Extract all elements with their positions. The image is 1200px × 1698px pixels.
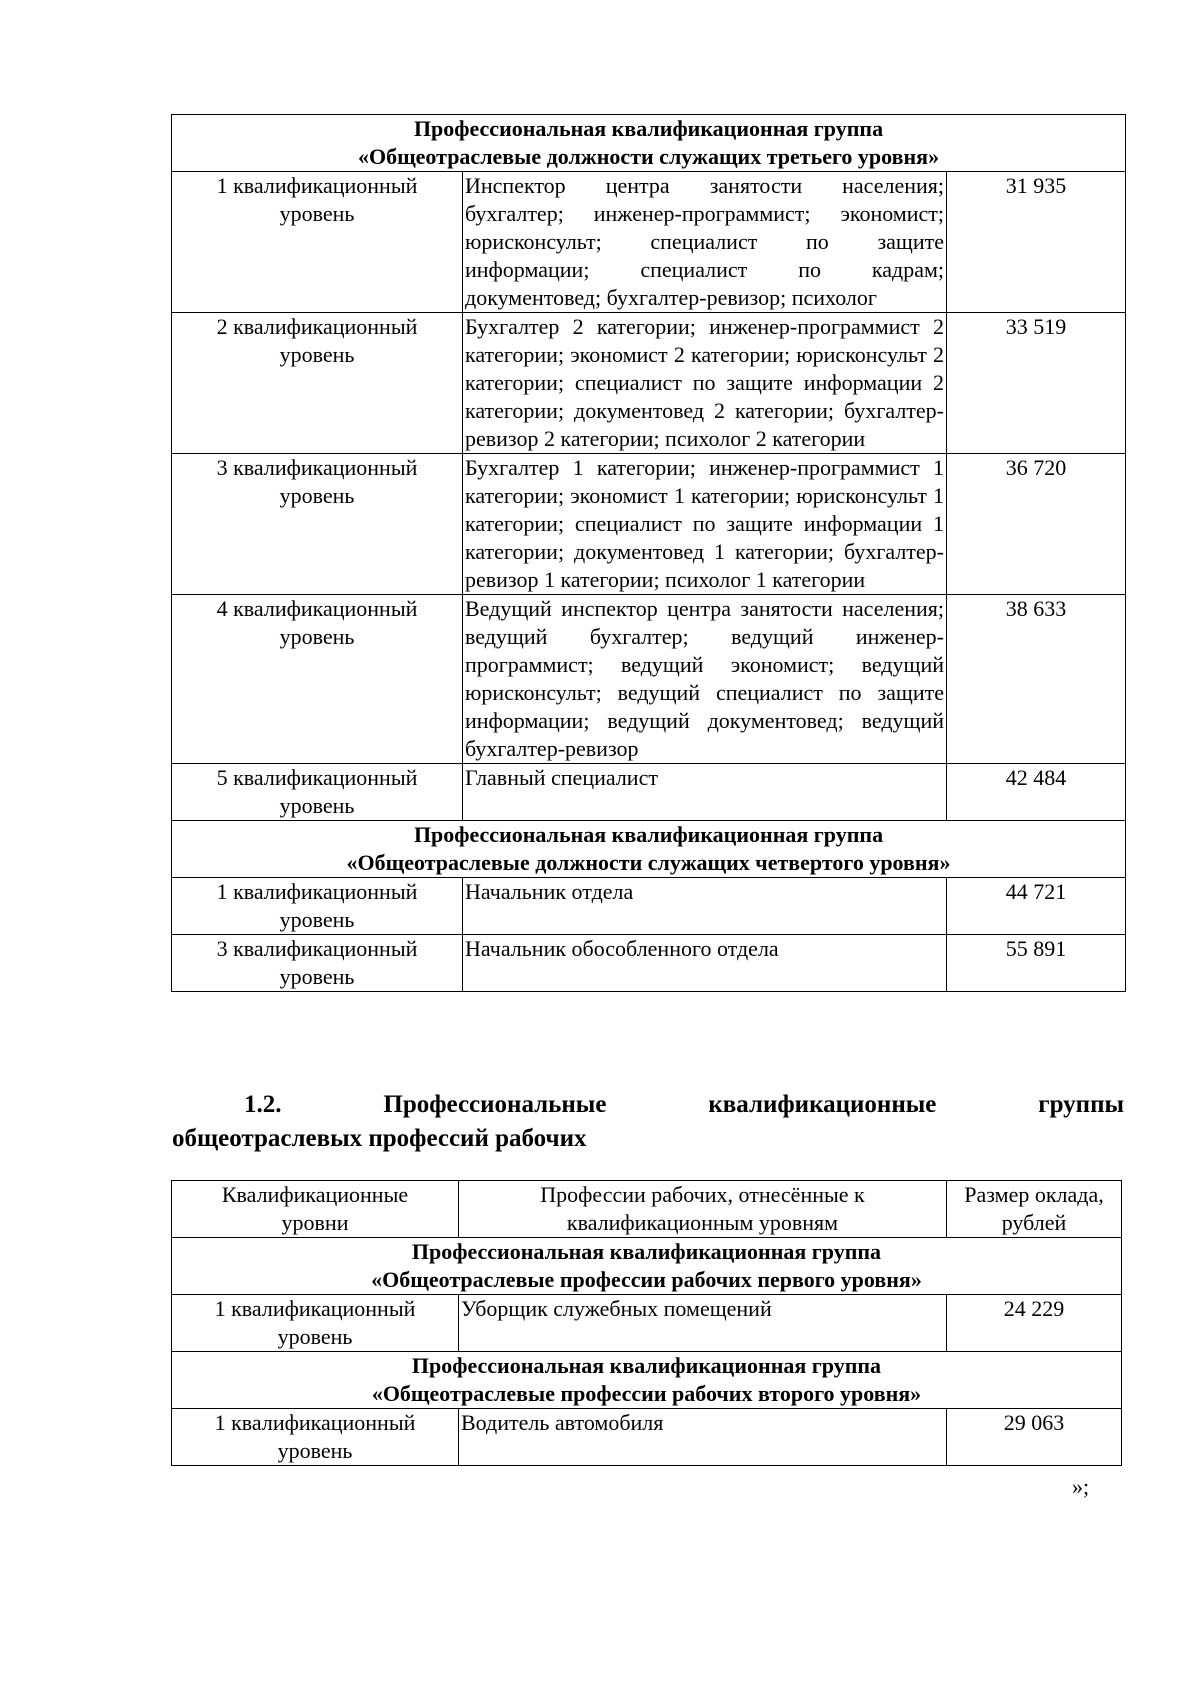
header-text: рублей [1001,1210,1067,1235]
level-cell [172,1295,459,1352]
level-label-suffix: уровень [279,624,355,649]
section-heading [172,1088,1124,1156]
group-header-row [172,1352,1122,1409]
level-cell [172,764,463,821]
table-row [172,878,1126,935]
positions-cell: Начальник отдела [463,878,947,935]
level-label: 1 квалификационный [214,1410,416,1435]
salary-cell: 33 519 [947,313,1126,454]
level-label-suffix: уровень [279,907,355,932]
table-row [172,313,1126,454]
level-label-suffix: уровень [279,201,355,226]
group-name: «Общеотраслевые должности служащих четвертого уровня» [346,850,951,875]
level-label: 1 квалификационный [214,1296,416,1321]
group-header [172,821,1126,878]
positions-cell: Бухгалтер 2 категории; инженер-программист 2 категории; экономист 2 категории; юрисконсульт 2 категории; специалист по защите информации 2 категории; документовед 2 категории; бухгалтер-ревизор 2 категории; психолог 2 категории [463,313,947,454]
table-row [172,1295,1122,1352]
table-header-row [172,1181,1122,1238]
positions-cell: Главный специалист [463,764,947,821]
group-header-row [172,821,1126,878]
salary-cell: 36 720 [947,454,1126,595]
group-name: «Общеотраслевые профессии рабочих первого уровня» [371,1267,922,1292]
salary-cell: 24 229 [947,1295,1122,1352]
section-heading-word: квалификационные [708,1091,937,1118]
section-heading-line2: общеотраслевых профессий рабочих [172,1125,587,1152]
level-label-suffix: уровень [279,483,355,508]
salary-cell: 55 891 [947,935,1126,992]
level-cell [172,595,463,764]
header-text: Квалификационные [221,1182,409,1207]
header-text: уровни [281,1210,349,1235]
salary-cell: 42 484 [947,764,1126,821]
level-label: 3 квалификационный [216,455,418,480]
header-text: Размер оклада, [964,1182,1104,1207]
group-header [172,1352,1122,1409]
table-row [172,454,1126,595]
group-header-row [172,115,1126,172]
table-row [172,1409,1122,1466]
group-header [172,115,1126,172]
header-text: Профессии рабочих, отнесённые к [540,1182,865,1207]
level-label-suffix: уровень [277,1324,353,1349]
level-label-suffix: уровень [279,793,355,818]
level-cell [172,172,463,313]
table-row [172,172,1126,313]
level-cell [172,313,463,454]
section-heading-word: Профессиональные [383,1091,607,1118]
level-label-suffix: уровень [277,1438,353,1463]
salary-cell: 44 721 [947,878,1126,935]
level-label: 2 квалификационный [216,314,418,339]
positions-cell: Водитель автомобиля [459,1409,947,1466]
level-cell [172,454,463,595]
section-heading-word: группы [1038,1091,1124,1118]
column-header-professions [459,1181,947,1238]
header-text: квалификационным уровням [566,1210,839,1235]
column-header-levels [172,1181,459,1238]
positions-cell: Бухгалтер 1 категории; инженер-программист 1 категории; экономист 1 категории; юрисконсульт 1 категории; специалист по защите информации 1 категории; документовед 1 категории; бухгалтер-ревизор 1 категории; психолог 1 категории [463,454,947,595]
salary-table-workers [171,1180,1122,1466]
positions-cell: Начальник обособленного отдела [463,935,947,992]
table-row [172,935,1126,992]
table-row [172,595,1126,764]
level-label-suffix: уровень [279,342,355,367]
section-number: 1.2. [244,1091,282,1118]
salary-table-employees [171,114,1126,992]
level-label: 1 квалификационный [216,879,418,904]
level-label: 3 квалификационный [216,936,418,961]
level-label: 4 квалификационный [216,596,418,621]
group-header-row [172,1238,1122,1295]
group-title: Профессиональная квалификационная группа [413,116,884,141]
section-heading-line1 [172,1088,1124,1122]
group-title: Профессиональная квалификационная группа [413,822,884,847]
positions-cell: Ведущий инспектор центра занятости населения; ведущий бухгалтер; ведущий инженер-программист; ведущий экономист; ведущий юрисконсульт; ведущий специалист по защите информации; ведущий документовед; ведущий бухгалтер-ревизор [463,595,947,764]
group-header [172,1238,1122,1295]
level-cell [172,1409,459,1466]
level-cell [172,878,463,935]
salary-cell: 38 633 [947,595,1126,764]
salary-cell: 31 935 [947,172,1126,313]
column-header-salary [947,1181,1122,1238]
table-row [172,764,1126,821]
level-label: 5 квалификационный [216,765,418,790]
salary-cell: 29 063 [947,1409,1122,1466]
group-name: «Общеотраслевые должности служащих третьего уровня» [357,144,940,169]
positions-cell: Уборщик служебных помещений [459,1295,947,1352]
positions-cell: Инспектор центра занятости населения; бухгалтер; инженер-программист; экономист; юрисконсульт; специалист по защите информации; специалист по кадрам; документовед; бухгалтер-ревизор; психолог [463,172,947,313]
level-label-suffix: уровень [279,964,355,989]
level-cell [172,935,463,992]
group-title: Профессиональная квалификационная группа [411,1353,882,1378]
group-name: «Общеотраслевые профессии рабочих второго уровня» [371,1381,922,1406]
level-label: 1 квалификационный [216,173,418,198]
group-title: Профессиональная квалификационная группа [411,1239,882,1264]
closing-quote: »; [1072,1474,1090,1499]
